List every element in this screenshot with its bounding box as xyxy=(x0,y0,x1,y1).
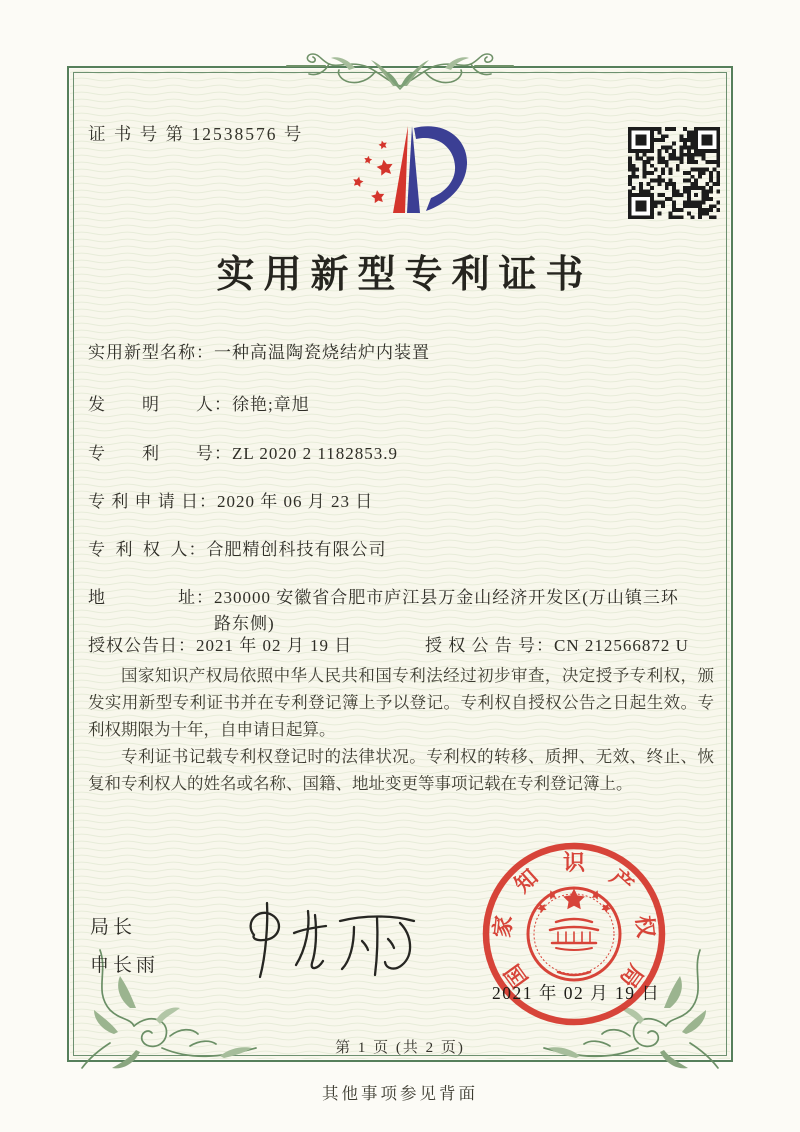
svg-text:产: 产 xyxy=(605,864,639,898)
field-grant-row xyxy=(88,633,718,659)
field-label: 发 明 人： xyxy=(88,395,232,414)
svg-text:权: 权 xyxy=(631,914,659,939)
field-label: 专 利 号： xyxy=(88,444,232,463)
certificate-number: 证 书 号 第 12538576 号 xyxy=(88,124,304,144)
field-patentee xyxy=(88,537,718,563)
svg-text:识: 识 xyxy=(562,850,586,875)
svg-text:家: 家 xyxy=(489,914,517,939)
grant-date-pair xyxy=(88,633,352,659)
cnipa-logo-icon xyxy=(350,118,472,218)
field-address xyxy=(88,585,718,637)
field-inventors xyxy=(88,392,718,418)
svg-text:国: 国 xyxy=(499,959,533,993)
svg-text:局: 局 xyxy=(615,959,649,993)
field-label: 实用新型名称： xyxy=(88,343,214,362)
field-value: 2020 年 06 月 23 日 xyxy=(217,492,374,511)
seal-date: 2021 年 02 月 19 日 xyxy=(492,983,661,1003)
svg-text:知: 知 xyxy=(509,864,543,898)
signer-title: 局长 xyxy=(90,917,137,938)
field-label: 专 利 权 人： xyxy=(88,540,207,559)
signer-name: 申长雨 xyxy=(90,955,160,976)
legal-text-block xyxy=(88,662,714,797)
field-application-date xyxy=(88,489,718,515)
legal-paragraph-1: 国家知识产权局依照中华人民共和国专利法经过初步审查，决定授予专利权，颁发实用新型专利证书并在专利登记簿上予以登记。专利权自授权公告之日起生效。专利权期限为十年，自申请日起算。 xyxy=(88,666,714,739)
certificate-title: 实用新型专利证书 xyxy=(216,254,593,296)
back-note: 其他事项参见背面 xyxy=(322,1084,478,1103)
grant-number-value: CN 212566872 U xyxy=(554,636,689,655)
field-utility-model-name xyxy=(88,340,718,366)
grant-number-label: 授 权 公 告 号： xyxy=(425,636,554,655)
field-value: 合肥精创科技有限公司 xyxy=(206,540,387,559)
grant-date-value: 2021 年 02 月 19 日 xyxy=(196,636,353,655)
field-value: 230000 安徽省合肥市庐江县万金山经济开发区(万山镇三环路东侧) xyxy=(214,588,679,633)
legal-paragraph-2: 专利证书记载专利权登记时的法律状况。专利权的转移、质押、无效、终止、恢复和专利权人的姓名或名称、国籍、地址变更等事项记载在专利登记簿上。 xyxy=(88,747,714,793)
grant-date-label: 授权公告日： xyxy=(88,636,196,655)
grant-number-pair xyxy=(425,633,689,659)
field-value: 一种高温陶瓷烧结炉内装置 xyxy=(214,343,430,362)
field-value: 徐艳;章旭 xyxy=(232,395,310,414)
field-label: 专 利 申 请 日： xyxy=(88,492,217,511)
field-label: 地 址： xyxy=(88,588,214,607)
signature-icon xyxy=(222,893,437,983)
field-patent-number xyxy=(88,441,718,467)
page-number-line: 第 1 页 (共 2 页) xyxy=(335,1040,465,1056)
field-value: ZL 2020 2 1182853.9 xyxy=(232,444,399,463)
qr-code-icon xyxy=(628,127,720,219)
